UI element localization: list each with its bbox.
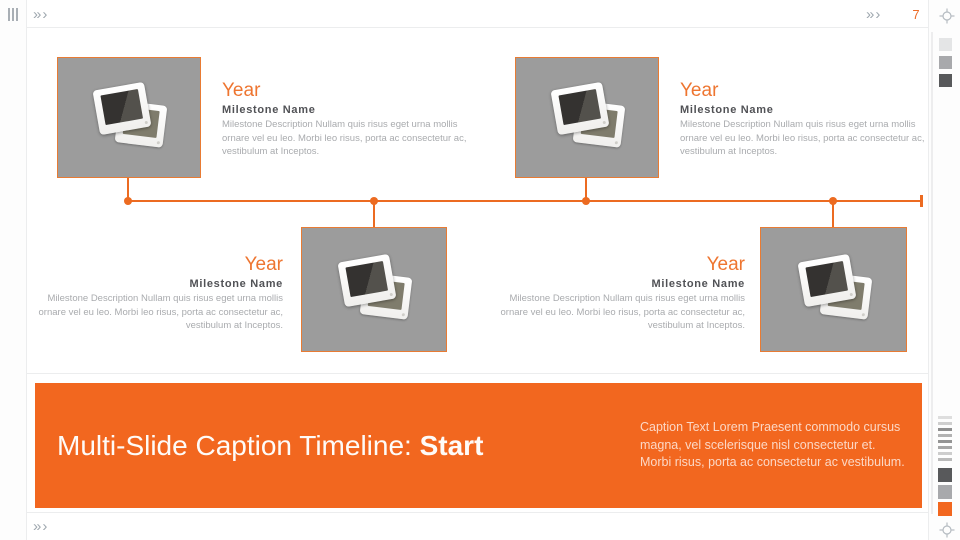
list-bar	[938, 440, 952, 443]
timeline-line	[128, 200, 922, 202]
crosshair-icon-bottom[interactable]	[939, 522, 955, 538]
milestone-name: Milestone Name	[222, 104, 316, 116]
theme-swatch-orange[interactable]	[938, 502, 952, 516]
section-divider	[27, 373, 928, 374]
nav-chevrons-bottom-left[interactable]: »›	[33, 518, 49, 535]
list-bar	[938, 452, 952, 455]
color-swatch-dark-gray[interactable]	[939, 74, 952, 87]
milestone-description: Milestone Description Nullam quis risus eget urna mollis ornare vel eu leo. Morbi leo risus, porta ac consectetur ac, vestibulum at Inceptos.	[222, 119, 467, 157]
photo-slides-icon	[797, 258, 871, 322]
milestone-name: Milestone Name	[680, 104, 774, 116]
crosshair-icon-top[interactable]	[939, 8, 955, 24]
nav-chevrons-top-right[interactable]: »›	[866, 6, 882, 23]
milestone-description: Milestone Description Nullam quis risus eget urna mollis ornare vel eu leo. Morbi leo risus, porta ac consectetur ac, vestibulum at Inceptos.	[680, 119, 925, 157]
list-bar	[938, 416, 952, 419]
list-bar	[938, 428, 952, 431]
caption-bar	[35, 383, 922, 508]
milestone-year: Year	[680, 80, 719, 101]
milestone-year: Year	[222, 80, 261, 101]
page-number: 7	[912, 7, 920, 22]
slide-title-regular: Multi-Slide Caption Timeline:	[57, 430, 420, 461]
image-placeholder	[515, 57, 659, 178]
timeline-dot	[124, 197, 132, 205]
caption-text: Caption Text Lorem Praesent commodo cursus magna, vel scelerisque nisl consectetur et. Morbi risus, porta ac consectetur ac vestibulum.	[640, 420, 905, 469]
image-placeholder	[760, 227, 907, 352]
image-placeholder	[57, 57, 201, 178]
timeline-dot	[370, 197, 378, 205]
milestone-year: Year	[244, 254, 283, 275]
topbar-divider	[27, 27, 928, 28]
color-swatch-mid-gray[interactable]	[939, 56, 952, 69]
theme-swatch-dark[interactable]	[938, 468, 952, 482]
slide-title	[57, 429, 483, 463]
list-bar	[938, 446, 952, 449]
right-rail	[928, 0, 960, 540]
left-rail	[0, 0, 27, 540]
milestone-description: Milestone Description Nullam quis risus eget urna mollis ornare vel eu leo. Morbi leo risus, porta ac consectetur ac, vestibulum at Inceptos.	[500, 293, 745, 331]
color-swatch-light-gray[interactable]	[939, 38, 952, 51]
milestone-name: Milestone Name	[651, 278, 745, 290]
milestone-text-block	[495, 254, 745, 333]
milestone-text-block	[33, 254, 283, 333]
milestone-name: Milestone Name	[189, 278, 283, 290]
list-bar	[938, 458, 952, 461]
photo-slides-icon	[337, 258, 411, 322]
photo-slides-icon	[92, 86, 166, 150]
milestone-description: Milestone Description Nullam quis risus eget urna mollis ornare vel eu leo. Morbi leo risus, porta ac consectetur ac, vestibulum at Inceptos.	[38, 293, 283, 331]
list-bar	[938, 422, 952, 425]
bottombar-divider	[27, 512, 928, 513]
timeline-dot	[582, 197, 590, 205]
milestone-text-block	[222, 80, 470, 159]
image-placeholder	[301, 227, 447, 352]
nav-chevrons-top-left[interactable]: »›	[33, 6, 49, 23]
timeline-end-tick	[920, 195, 923, 207]
milestone-text-block	[680, 80, 925, 159]
list-bar	[938, 434, 952, 437]
drag-handle-icon[interactable]	[8, 8, 20, 21]
milestone-year: Year	[706, 254, 745, 275]
timeline-dot	[829, 197, 837, 205]
slide-title-bold: Start	[419, 430, 484, 461]
theme-swatch-gray[interactable]	[938, 485, 952, 499]
photo-slides-icon	[550, 86, 624, 150]
scrollbar-track	[931, 32, 933, 514]
